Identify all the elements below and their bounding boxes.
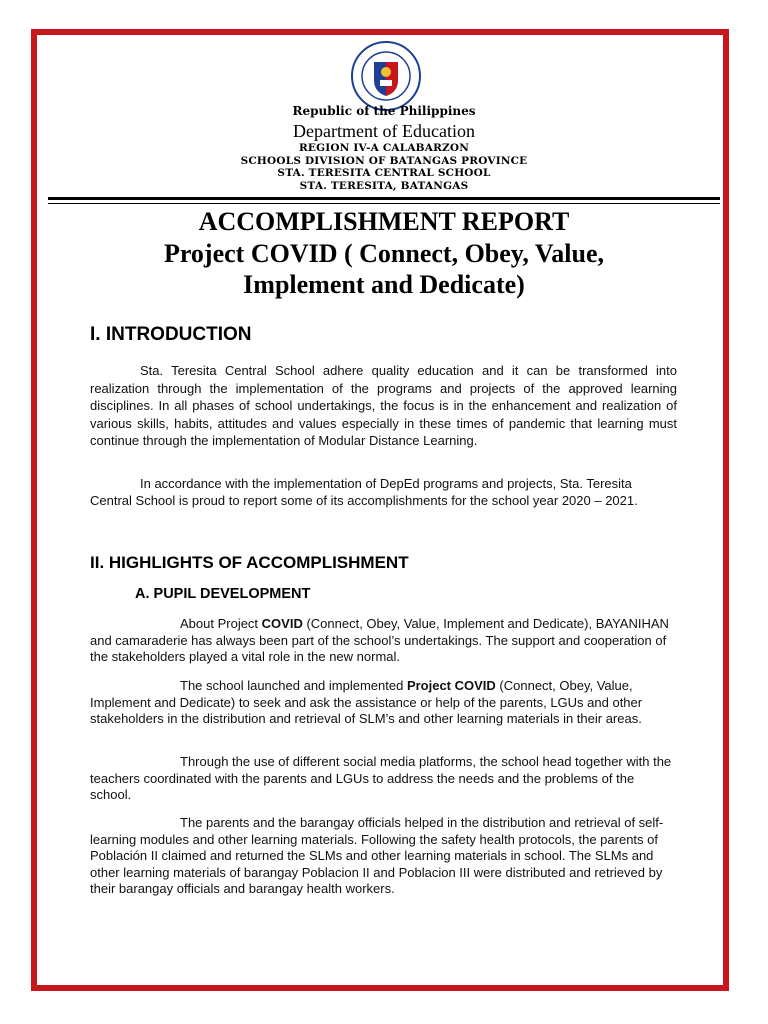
pupil-development-heading: A. PUPIL DEVELOPMENT	[135, 586, 311, 602]
report-title: ACCOMPLISHMENT REPORT	[198, 207, 570, 236]
p4-text-post: (Connect, Obey, Value, Implement and Dedicate) to seek and ask the assistance or help of the parents, LGUs and other stakeholders in the distribution and retrieval of SLM’s and other learning materials in their areas.	[90, 678, 643, 726]
subtitle-line-2: Implement and Dedicate)	[243, 270, 525, 299]
pupil-paragraph-3: Through the use of different social media platforms, the school head together with the teachers coordinated with the parents and LGUs to address the needs and the problems of the school.	[90, 754, 672, 802]
pupil-paragraph-4: The parents and the barangay officials helped in the distribution and retrieval of self-learning modules and other learning materials. Following the safety health protocols, the parents of Población II claimed and returned the SLMs and other learning materials in school. The SLMs and other learning materials of barangay Poblacion II and Poblacion III were distributed and retrieved by their barangay officials and barangay health workers.	[90, 815, 664, 896]
p4-text-bold: Project COVID	[406, 678, 496, 693]
location-line: STA. TERESITA, BATANGAS	[299, 180, 469, 192]
p3-text-bold: COVID	[261, 616, 303, 631]
report-subtitle	[0, 238, 768, 300]
subtitle-line-1: Project COVID ( Connect, Obey, Value,	[163, 239, 605, 268]
division-line: SCHOOLS DIVISION OF BATANGAS PROVINCE	[240, 155, 528, 167]
republic-line: Republic of the Philippines	[292, 104, 476, 118]
p3-text-post: (Connect, Obey, Value, Implement and Dedicate), BAYANIHAN and camaraderie has always been part of the school’s undertakings. The support and cooperation of the stakeholders played a vital role in the new normal.	[90, 616, 669, 664]
region-line: REGION IV-A CALABARZON	[298, 142, 470, 154]
deped-seal-icon	[350, 40, 422, 112]
school-line: STA. TERESITA CENTRAL SCHOOL	[277, 167, 491, 179]
header-divider-thick	[48, 197, 720, 200]
intro-paragraph-1: Sta. Teresita Central School adhere quality education and it can be transformed into realization through the implementation of the programs and projects of the approved learning disciplines. In all phases of school undertakings, the focus is in the enhancement and realization of various skills, habits, attitudes and values especially in these times of pandemic that learning must continue through the implementation of Modular Distance Learning.	[90, 363, 677, 448]
pupil-paragraph-2	[90, 678, 677, 728]
p3-text-pre: About Project	[180, 616, 262, 631]
intro-paragraph-2: In accordance with the implementation of DepEd programs and projects, Sta. Teresita Central School is proud to report some of its accomplishments for the school year 2020 – 2021.	[90, 476, 638, 508]
header-divider-thin	[48, 203, 720, 204]
introduction-heading: I. INTRODUCTION	[90, 324, 252, 345]
highlights-heading: II. HIGHLIGHTS OF ACCOMPLISHMENT	[90, 553, 409, 572]
department-line: Department of Education	[293, 121, 475, 141]
pupil-paragraph-1	[90, 616, 677, 666]
p4-text-pre: The school launched and implemented	[180, 678, 407, 693]
